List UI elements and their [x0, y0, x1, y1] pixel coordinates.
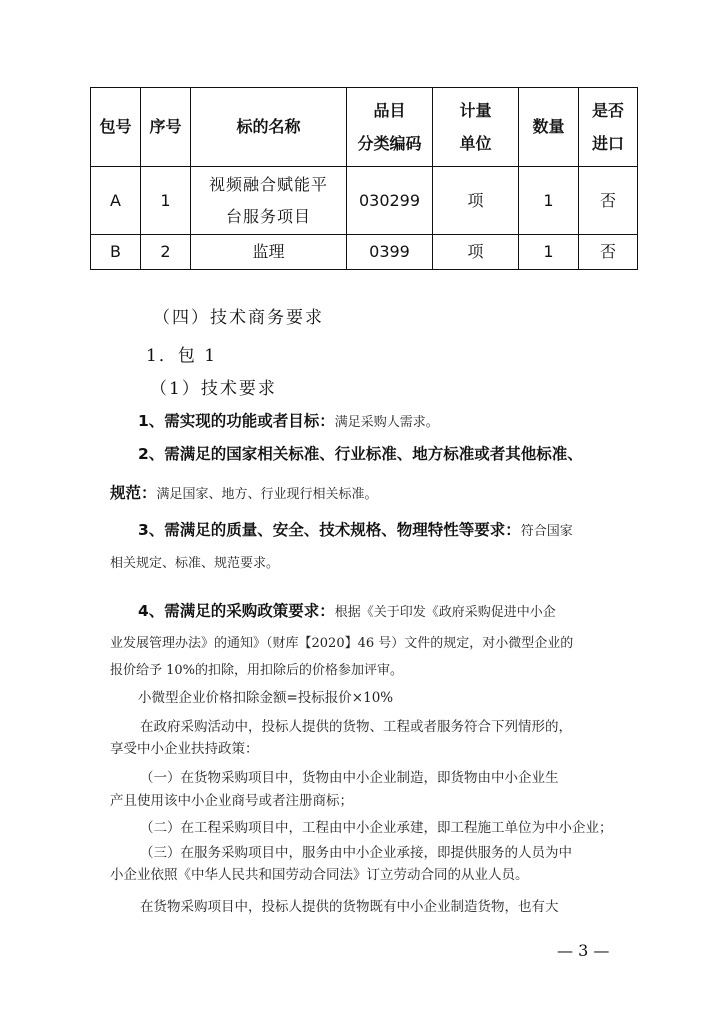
- requirement-1: [138, 409, 439, 431]
- policy-item-1-line2: 产且使用该中小企业商号或者注册商标；: [110, 793, 353, 809]
- requirement-2-line2: [110, 481, 378, 503]
- section-heading: （四）技术商务要求: [153, 308, 324, 328]
- cell-imported: 否: [579, 235, 638, 270]
- cell-item-name: 监理: [191, 235, 347, 270]
- policy-paragraph-line2: 享受中小企业扶持政策：: [110, 741, 259, 757]
- policy-item-2: （二）在工程采购项目中，工程由中小企业承建，即工程施工单位为中小企业；: [140, 820, 613, 836]
- requirement-4: [138, 599, 556, 621]
- requirement-2-label-line2: 规范：: [110, 484, 157, 502]
- header-item-name: 标的名称: [191, 88, 347, 167]
- header-unit: [433, 88, 519, 167]
- requirement-3-label: 3、需满足的质量、安全、技术规格、物理特性等要求：: [138, 521, 521, 539]
- package-heading: 1．包 1: [146, 346, 218, 366]
- cell-unit: 项: [433, 235, 519, 270]
- policy-item-3-line1: （三）在服务采购项目中，服务由中小企业承接，即提供服务的人员为中: [140, 845, 572, 861]
- table-row: [91, 167, 638, 235]
- cell-serial: 1: [141, 167, 191, 235]
- page-number: — 3 —: [557, 941, 610, 960]
- header-imported: [579, 88, 638, 167]
- requirement-2-text: 满足国家、地方、行业现行相关标准。: [156, 487, 378, 502]
- price-deduction-formula: 小微型企业价格扣除金额=投标报价×10%: [138, 690, 394, 706]
- policy-paragraph-line1: 在政府采购活动中，投标人提供的货物、工程或者服务符合下列情形的，: [140, 719, 572, 735]
- cell-package: B: [91, 235, 141, 270]
- header-imported-line1: 是否: [591, 101, 624, 120]
- header-quantity: 数量: [519, 88, 579, 167]
- tech-heading: （1）技术要求: [150, 379, 277, 399]
- header-package: 包号: [91, 88, 141, 167]
- cell-unit: 项: [433, 167, 519, 235]
- cell-imported: 否: [579, 167, 638, 235]
- cell-category-code: 0399: [347, 235, 433, 270]
- cell-package: A: [91, 167, 141, 235]
- header-unit-line2: 单位: [459, 134, 492, 153]
- requirement-4-text-line2: 业发展管理办法》的通知》（财库【2020】46 号）文件的规定，对小微型企业的: [110, 636, 574, 651]
- cell-category-code: 030299: [347, 167, 433, 235]
- requirement-4-label: 4、需满足的采购政策要求：: [138, 602, 335, 620]
- requirement-1-text: 满足采购人需求。: [334, 415, 439, 430]
- cell-item-name: [191, 167, 347, 235]
- requirement-3-text-line1: 符合国家: [520, 524, 573, 539]
- table-row: [91, 235, 638, 270]
- policy-item-3-line2: 小企业依照《中华人民共和国劳动合同法》订立劳动合同的从业人员。: [110, 867, 529, 883]
- requirement-3: [138, 518, 573, 540]
- cell-quantity: 1: [519, 235, 579, 270]
- policy-item-1-line1: （一）在货物采购项目中，货物由中小企业制造，即货物由中小企业生: [140, 770, 559, 786]
- requirement-2-label-line1: 2、需满足的国家相关标准、行业标准、地方标准或者其他标准、: [138, 445, 583, 463]
- cell-item-name-line2: 台服务项目: [225, 206, 311, 226]
- header-category-code: [347, 88, 433, 167]
- header-serial: 序号: [141, 88, 191, 167]
- requirement-1-label: 1、需实现的功能或者目标：: [138, 412, 335, 430]
- header-unit-line1: 计量: [459, 101, 492, 120]
- table-header-row: [91, 88, 638, 167]
- requirement-4-text-line3: 报价给予 10%的扣除，用扣除后的价格参加评审。: [110, 663, 404, 678]
- header-imported-line2: 进口: [591, 134, 624, 153]
- header-category-code-line2: 分类编码: [357, 134, 422, 153]
- goods-paragraph-line1: 在货物采购项目中，投标人提供的货物既有中小企业制造货物，也有大: [140, 899, 559, 915]
- procurement-table: [90, 87, 638, 270]
- requirement-3-text-line2: 相关规定、标准、规范要求。: [110, 556, 280, 571]
- header-category-code-line1: 品目: [373, 101, 406, 120]
- requirement-4-text-line1: 根据《关于印发《政府采购促进中小企: [334, 605, 556, 620]
- cell-serial: 2: [141, 235, 191, 270]
- cell-quantity: 1: [519, 167, 579, 235]
- cell-item-name-line1: 视频融合赋能平: [208, 174, 328, 194]
